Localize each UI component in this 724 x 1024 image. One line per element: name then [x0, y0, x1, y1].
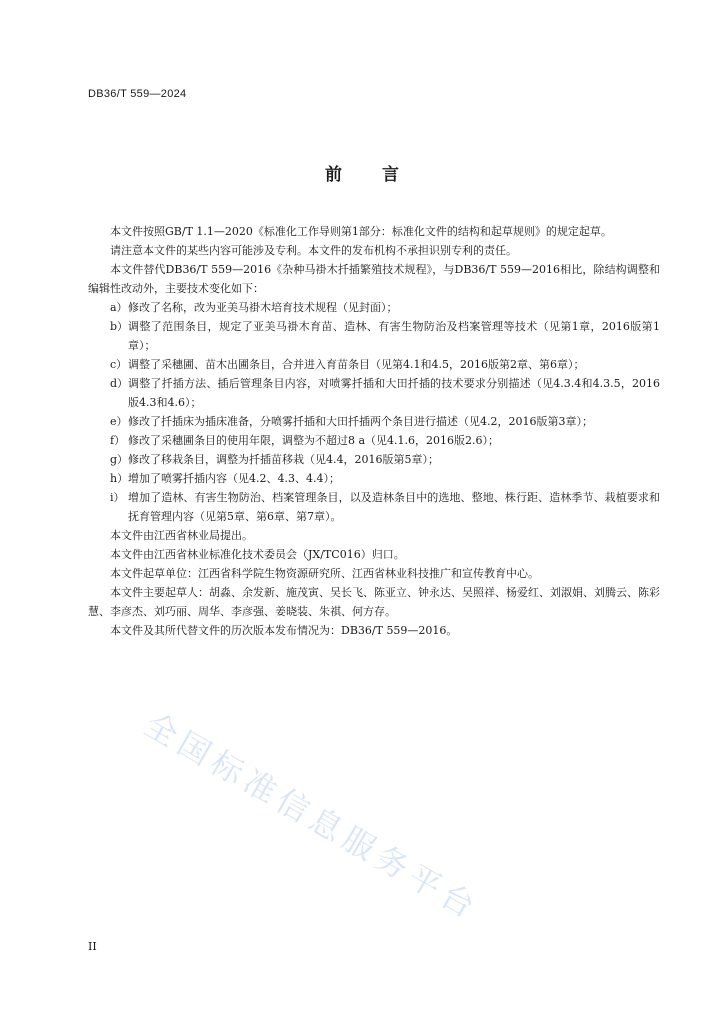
list-marker: c） — [110, 358, 128, 371]
paragraph-drafting-rules: 本文件按照GB/T 1.1—2020《标准化工作导则第1部分：标准化文件的结构和起草规则》的规定起草。 — [110, 225, 612, 238]
changes-list — [88, 298, 660, 526]
list-marker: g） — [110, 453, 129, 466]
list-item-text: 修改了名称，改为亚美马褂木培育技术规程（见封面）； — [128, 301, 398, 314]
page-number: II — [88, 940, 97, 953]
list-item — [88, 450, 660, 469]
list-item-text: 修改了采穗圃条目的使用年限，调整为不超过8 a（见4.1.6，2016版2.6）； — [128, 434, 500, 447]
document-body — [88, 222, 660, 640]
list-item — [88, 355, 660, 374]
list-item — [88, 431, 660, 450]
list-item — [88, 412, 660, 431]
paragraph-patent-notice: 请注意本文件的某些内容可能涉及专利。本文件的发布机构不承担识别专利的责任。 — [110, 244, 517, 257]
list-item-text: 增加了造林、有害生物防治、档案管理条目，以及造林条目中的选地、整地、株行距、造林季节、栽植要求和抚育管理内容（见第5章、第6章、第7章）。 — [128, 491, 660, 523]
paragraph-proposer: 本文件由江西省林业局提出。 — [110, 529, 253, 542]
list-item-text: 增加了喷雾扦插内容（见4.2、4.3、4.4）； — [128, 472, 340, 485]
list-item-text: 调整了范围条目，规定了亚美马褂木育苗、造林、有害生物防治及档案管理等技术（见第1章，2016版第1章）； — [128, 320, 660, 352]
watermark: 全国标准信息服务平台 — [138, 705, 487, 929]
list-marker: f） — [110, 434, 126, 447]
list-item — [88, 317, 660, 355]
paragraph-drafting-units: 本文件起草单位：江西省科学院生物资源研究所、江西省林业科技推广和宣传教育中心。 — [110, 567, 539, 580]
paragraph-committee: 本文件由江西省林业标准化技术委员会（JX/TC016）归口。 — [110, 548, 405, 561]
list-item — [88, 298, 660, 317]
list-item — [88, 488, 660, 526]
document-code: DB36/T 559—2024 — [88, 88, 187, 100]
list-item — [88, 374, 660, 412]
list-marker: d） — [110, 377, 129, 390]
list-marker: h） — [110, 472, 129, 485]
list-item-text: 调整了采穗圃、苗木出圃条目，合并进入育苗条目（见第4.1和4.5，2016版第2章、第6章）； — [128, 358, 585, 371]
list-marker: e） — [110, 415, 128, 428]
list-marker: a） — [110, 301, 128, 314]
list-marker: i） — [110, 491, 125, 504]
list-item-text: 修改了扦插床为插床准备，分喷雾扦插和大田扦插两个条目进行描述（见4.2，2016版第3章）； — [128, 415, 593, 428]
list-item — [88, 469, 660, 488]
list-item-text: 修改了移栽条目，调整为扦插苗移栽（见4.4，2016版第5章）； — [128, 453, 439, 466]
paragraph-replacement: 本文件替代DB36/T 559—2016《杂种马褂木扦插繁殖技术规程》，与DB36/T 559—2016相比，除结构调整和编辑性改动外，主要技术变化如下： — [88, 263, 660, 295]
list-item-text: 调整了扦插方法、插后管理条目内容，对喷雾扦插和大田扦插的技术要求分别描述（见4.3.4和4.3.5，2016版4.3和4.6）； — [128, 377, 660, 409]
paragraph-version-history: 本文件及其所代替文件的历次版本发布情况为：DB36/T 559—2016。 — [110, 624, 458, 637]
page-title: 前言 — [325, 165, 439, 185]
list-marker: b） — [110, 320, 129, 333]
paragraph-drafters: 本文件主要起草人：胡淼、余发新、施茂寅、吴长飞、陈亚立、钟永达、吴照祥、杨爱红、刘淑娟、刘腾云、陈彩慧、李彦杰、刘巧丽、周华、李彦强、姜晓装、朱祺、何方存。 — [88, 586, 660, 618]
